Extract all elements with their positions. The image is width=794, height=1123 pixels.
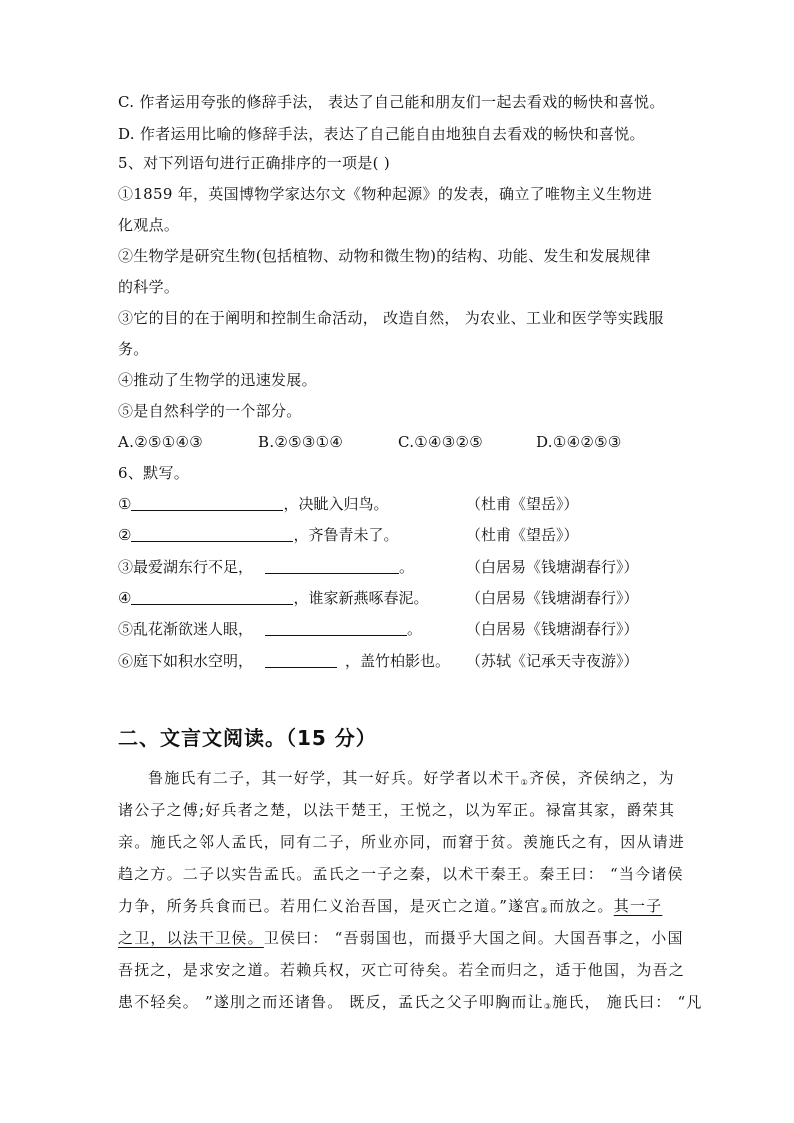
q6-item-4: ④ ，谁家新燕啄春泥。	[118, 589, 429, 607]
q6-item-3-source: （白居易《钱塘湖春行》）	[466, 558, 639, 576]
q6-item-6: ⑥庭下如积水空明， ，盖竹柏影也。	[118, 652, 451, 670]
footnote-marker: ①	[520, 778, 529, 787]
footnote-marker: ②	[540, 906, 549, 915]
q5-options	[118, 432, 678, 452]
passage-line-8: 患不轻矣。 ”遂刖之而还诸鲁。 既反，孟氏之父子叩胸而让$_③$施氏， 施氏曰： “凡	[118, 993, 703, 1011]
q6-item-1-source: （杜甫《望岳》）	[466, 495, 579, 513]
passage-line-3: 亲。施氏之邻人孟氏，同有二子，所业亦同，而窘于贫。羡施氏之有，因从请进	[118, 833, 686, 851]
q5-option-b: B.②⑤③①④	[258, 433, 344, 451]
section-heading: 二、文言文阅读。（15 分）	[118, 726, 377, 750]
q5-sentence-2b: 的科学。	[118, 278, 180, 296]
passage-line-6: 之卫，以法干卫侯。卫侯曰： “吾弱国也，而摄乎大国之间。大国吾事之，小国	[118, 929, 684, 947]
q5-sentence-2a: ②生物学是研究生物(包括植物、动物和微生物)的结构、功能、发生和发展规律	[118, 247, 651, 265]
passage-line-7: 吾抚之，是求安之道。若赖兵权，灭亡可待矣。若全而归之，适于他国，为吾之	[118, 961, 686, 979]
underlined-sentence: 其一子	[613, 897, 663, 915]
passage-line-1: 鲁施氏有二子，其一好学，其一好兵。好学者以术干$_①$齐侯，齐侯纳之，为	[148, 769, 675, 787]
q6-item-4-source: （白居易《钱塘湖春行》）	[466, 589, 639, 607]
q5-option-d: D.①④②⑤③	[536, 433, 622, 451]
answer-blank[interactable]	[265, 651, 337, 668]
answer-blank[interactable]	[131, 525, 293, 542]
footnote-marker: ③	[543, 1002, 553, 1011]
q5-sentence-1a: ①1859 年，英国博物学家达尔文《物种起源》的发表，确立了唯物主义生物进	[118, 185, 653, 203]
answer-blank[interactable]	[265, 557, 399, 574]
answer-blank[interactable]	[265, 619, 407, 636]
q5-sentence-3a: ③它的目的在于阐明和控制生命活动， 改造自然， 为农业、工业和医学等实践服	[118, 309, 664, 327]
q5-sentence-5: ⑤是自然科学的一个部分。	[118, 402, 302, 420]
q5-sentence-4: ④推动了生物学的迅速发展。	[118, 371, 317, 389]
q6-item-5: ⑤乱花渐欲迷人眼， 。	[118, 620, 423, 638]
q6-item-5-source: （白居易《钱塘湖春行》）	[466, 620, 639, 638]
q6-item-1: ① ，决眦入归鸟。	[118, 495, 389, 513]
q6-question: 6、默写。	[118, 464, 190, 482]
q5-sentence-1b: 化观点。	[118, 216, 180, 234]
q6-item-2: ② ，齐鲁青未了。	[118, 526, 399, 544]
passage-line-2: 诸公子之傅;好兵者之楚，以法干楚王，王悦之，以为军正。禄富其家，爵荣其	[118, 801, 676, 819]
answer-blank[interactable]	[131, 494, 283, 511]
q4-option-c: C. 作者运用夸张的修辞手法， 表达了自己能和朋友们一起去看戏的畅快和喜悦。	[118, 93, 665, 111]
passage-line-4: 趋之方。二子以实告孟氏。孟氏之一子之秦，以术干秦王。秦王曰： “当今诸侯	[118, 865, 684, 883]
q5-question: 5、对下列语句进行正确排序的一项是( )	[118, 154, 391, 172]
q5-sentence-3b: 务。	[118, 340, 149, 358]
q6-item-3: ③最爱湖东行不足， 。	[118, 558, 415, 576]
answer-blank[interactable]	[131, 588, 293, 605]
q6-item-6-source: （苏轼《记承天寺夜游》）	[466, 652, 639, 670]
q6-item-2-source: （杜甫《望岳》）	[466, 526, 579, 544]
passage-line-5: 力争，所务兵食而已。若用仁义治吾国，是灭亡之道。”遂宫$_②$而放之。其一子	[118, 897, 663, 915]
q4-option-d: D. 作者运用比喻的修辞手法，表达了自己能自由地独自去看戏的畅快和喜悦。	[118, 125, 645, 143]
q5-option-c: C.①④③②⑤	[398, 433, 484, 451]
underlined-sentence: 之卫，以法干卫侯。	[118, 929, 264, 947]
q5-option-a: A.②⑤①④③	[118, 433, 203, 451]
